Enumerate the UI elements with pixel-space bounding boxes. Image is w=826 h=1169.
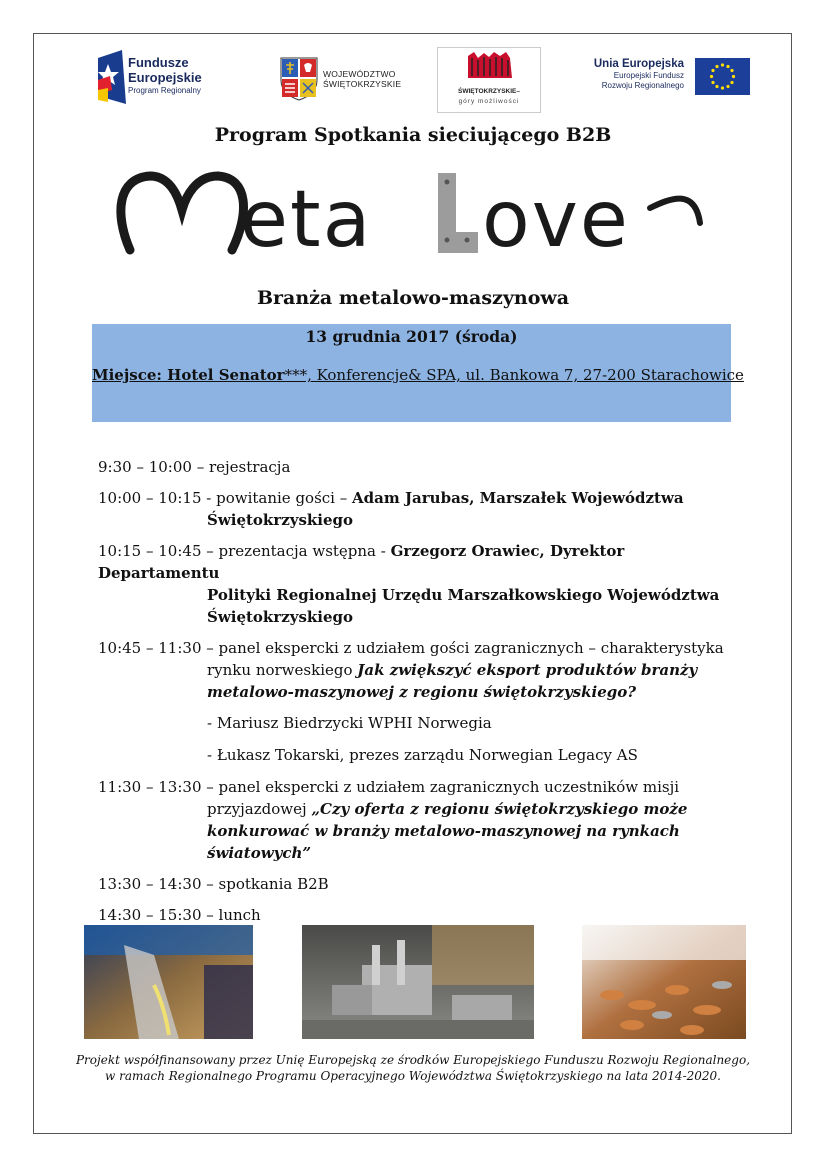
place-label: Miejsce: Hotel Senator xyxy=(92,366,285,384)
footer-line1: Projekt współfinansowany przez Unię Europejską ze środków Europejskiego Funduszu Rozwoju Regionalnego, xyxy=(75,1053,751,1067)
agenda-topic-cont: światowych” xyxy=(207,844,312,862)
agenda-lead: 10:45 – 11:30 – panel ekspercki z udziałem gości zagranicznych – charakterystyka xyxy=(98,639,724,657)
agenda-cont xyxy=(98,798,738,820)
agenda-speaker: Adam Jarubas, Marszałek Województwa xyxy=(352,489,684,507)
agenda-line: 14:30 – 15:30 – lunch xyxy=(98,906,261,924)
woj-line2: ŚWIĘTOKRZYSKIE xyxy=(323,79,402,89)
agenda-cont-text: rynku norweskiego xyxy=(207,661,358,679)
agenda-line: 9:30 – 10:00 – rejestracja xyxy=(98,458,291,476)
woj-line1: WOJEWÓDZTWO xyxy=(323,69,396,79)
fe-star-icon xyxy=(98,50,126,104)
agenda-item xyxy=(98,904,738,926)
mountains-icon xyxy=(438,48,542,88)
agenda-item xyxy=(98,776,738,864)
agenda-topic-cont: metalowo-maszynowej z regionu świętokrzyskiego? xyxy=(207,683,637,701)
photo-welding xyxy=(84,925,253,1039)
place-address: ***, Konferencje& SPA, ul. Bankowa 7, 27-200 Starachowice xyxy=(284,366,744,384)
coat-of-arms-icon xyxy=(279,56,319,101)
ue-line3: Rozwoju Regionalnego xyxy=(601,81,684,90)
unia-europejska-logo xyxy=(585,57,750,102)
agenda-panelist: - Mariusz Biedrzycki WPHI Norwegia xyxy=(207,714,492,732)
fundusze-europejskie-logo xyxy=(98,50,238,105)
agenda-lead: 10:00 – 10:15 - powitanie gości – xyxy=(98,489,353,507)
agenda-speaker-cont: Świętokrzyskiego xyxy=(207,511,354,529)
agenda-item xyxy=(98,540,738,628)
funding-footer xyxy=(0,1052,826,1084)
agenda-list xyxy=(98,456,738,935)
agenda-topic: Jak zwiększyć eksport produktów branży xyxy=(357,661,698,679)
sw-line2: góry możliwości xyxy=(458,98,520,105)
agenda-topic: „Czy oferta z regionu świętokrzyskiego może xyxy=(311,800,688,818)
metalove-wordmark-logo xyxy=(110,168,710,258)
ue-line1: Unia Europejska xyxy=(593,58,684,70)
photo-metal-parts xyxy=(582,925,746,1039)
agenda-item xyxy=(98,456,738,478)
eu-flag-icon xyxy=(695,58,750,95)
swietokrzyskie-brand-logo xyxy=(437,47,541,113)
agenda-lead: 11:30 – 13:30 – panel ekspercki z udziałem zagranicznych uczestników misji xyxy=(98,778,680,796)
fe-line2: Europejskie xyxy=(128,70,202,85)
agenda-speaker-cont: Polityki Regionalnej Urzędu Marszałkowskiego Województwa xyxy=(207,586,720,604)
fe-line3: Program Regionalny xyxy=(128,86,201,95)
svg-text:ove: ove xyxy=(482,175,630,258)
agenda-speaker: Grzegorz Orawiec, Dyrektor Departamentu xyxy=(98,542,625,582)
agenda-speaker-cont: Świętokrzyskiego xyxy=(207,608,354,626)
event-place xyxy=(92,366,744,384)
agenda-panelist: - Łukasz Tokarski, prezes zarządu Norwegian Legacy AS xyxy=(207,746,638,764)
fe-line1: Fundusze xyxy=(128,55,189,70)
agenda-cont-text: przyjazdowej xyxy=(207,800,312,818)
industry-heading: Branża metalowo-maszynowa xyxy=(256,287,570,309)
agenda-item xyxy=(98,487,738,531)
photo-machinery xyxy=(302,925,534,1039)
agenda-topic-cont: konkurować w branży metalowo-maszynowej na rynkach xyxy=(207,822,680,840)
sw-line1: ŚWIĘTOKRZYSKIE– xyxy=(457,88,520,95)
page-title: Program Spotkania sieciującego B2B xyxy=(214,124,612,146)
agenda-cont xyxy=(98,659,738,681)
footer-line2: w ramach Regionalnego Programu Operacyjnego Województwa Świętokrzyskiego na lata 2014-2020. xyxy=(105,1069,721,1083)
agenda-line: 13:30 – 14:30 – spotkania B2B xyxy=(98,875,329,893)
event-date: 13 grudnia 2017 (środa) xyxy=(305,327,518,346)
agenda-lead: 10:15 – 10:45 – prezentacja wstępna - xyxy=(98,542,391,560)
ue-line2: Europejski Fundusz xyxy=(613,71,684,80)
svg-text:eta: eta xyxy=(240,175,373,258)
agenda-item xyxy=(98,637,738,703)
agenda-item xyxy=(98,873,738,895)
wojewodztwo-logo xyxy=(279,56,409,101)
